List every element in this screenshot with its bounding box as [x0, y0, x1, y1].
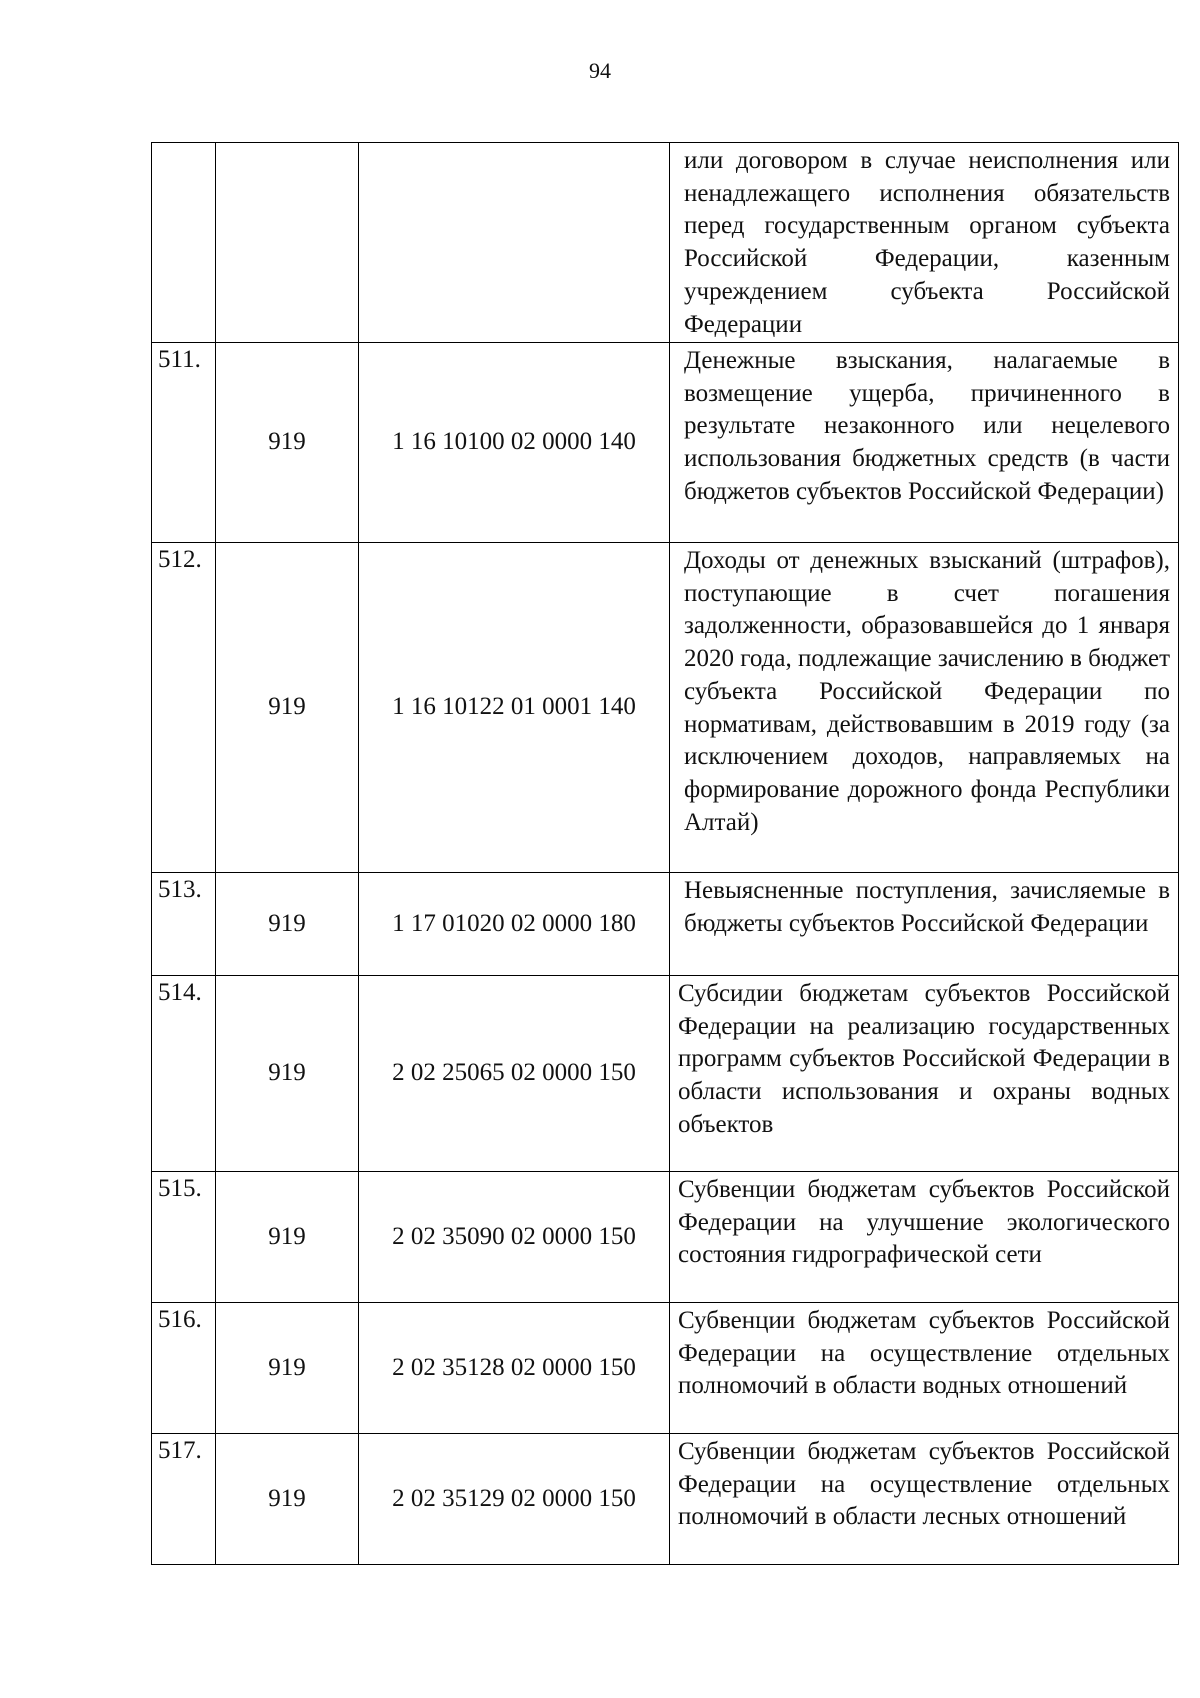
row-number-cell: 515. — [152, 1172, 216, 1303]
row-number-cell: 513. — [152, 873, 216, 976]
description-cell: Денежные взыскания, налагаемые в возмещение ущерба, причиненного в результате незаконного или нецелевого использования бюджетных средств (в части бюджетов субъектов Российской Федерации) — [670, 343, 1179, 543]
description-cell: или договором в случае неисполнения или ненадлежащего исполнения обязательств перед государственным органом субъекта Российской Федерации, казенным учреждением субъекта Российской Федерации — [670, 143, 1179, 343]
revenue-code-cell — [359, 143, 670, 343]
row-number-cell: 511. — [152, 343, 216, 543]
administrator-code-cell: 919 — [216, 1434, 359, 1565]
page-number: 94 — [589, 58, 611, 83]
table-row — [152, 343, 1179, 543]
row-number-cell: 516. — [152, 1303, 216, 1434]
revenue-code-cell: 1 16 10100 02 0000 140 — [359, 343, 670, 543]
revenue-codes-table — [151, 142, 1179, 1565]
revenue-code-cell: 2 02 25065 02 0000 150 — [359, 976, 670, 1172]
revenue-code-cell: 1 16 10122 01 0001 140 — [359, 543, 670, 873]
administrator-code-cell: 919 — [216, 343, 359, 543]
administrator-code-cell: 919 — [216, 1303, 359, 1434]
administrator-code-cell: 919 — [216, 543, 359, 873]
table-row — [152, 873, 1179, 976]
administrator-code-cell: 919 — [216, 976, 359, 1172]
description-cell: Невыясненные поступления, зачисляемые в бюджеты субъектов Российской Федерации — [670, 873, 1179, 976]
table-row — [152, 1434, 1179, 1565]
description-cell: Субвенции бюджетам субъектов Российской Федерации на улучшение экологического состояния гидрографической сети — [670, 1172, 1179, 1303]
table-row — [152, 976, 1179, 1172]
description-cell: Субсидии бюджетам субъектов Российской Федерации на реализацию государственных программ субъектов Российской Федерации в области использования и охраны водных объектов — [670, 976, 1179, 1172]
table-row — [152, 1172, 1179, 1303]
description-cell: Субвенции бюджетам субъектов Российской Федерации на осуществление отдельных полномочий в области водных отношений — [670, 1303, 1179, 1434]
revenue-code-cell: 2 02 35129 02 0000 150 — [359, 1434, 670, 1565]
administrator-code-cell: 919 — [216, 873, 359, 976]
administrator-code-cell — [216, 143, 359, 343]
table-row — [152, 543, 1179, 873]
row-number-cell — [152, 143, 216, 343]
revenue-code-cell: 1 17 01020 02 0000 180 — [359, 873, 670, 976]
row-number-cell: 514. — [152, 976, 216, 1172]
revenue-code-cell: 2 02 35090 02 0000 150 — [359, 1172, 670, 1303]
description-cell: Доходы от денежных взысканий (штрафов), поступающие в счет погашения задолженности, образовавшейся до 1 января 2020 года, подлежащие зачислению в бюджет субъекта Российской Федерации по нормативам, действовавшим в 2019 году (за исключением доходов, направляемых на формирование дорожного фонда Республики Алтай) — [670, 543, 1179, 873]
row-number-cell: 517. — [152, 1434, 216, 1565]
table-row — [152, 1303, 1179, 1434]
table-row — [152, 143, 1179, 343]
row-number-cell: 512. — [152, 543, 216, 873]
description-cell: Субвенции бюджетам субъектов Российской Федерации на осуществление отдельных полномочий в области лесных отношений — [670, 1434, 1179, 1565]
administrator-code-cell: 919 — [216, 1172, 359, 1303]
revenue-code-cell: 2 02 35128 02 0000 150 — [359, 1303, 670, 1434]
